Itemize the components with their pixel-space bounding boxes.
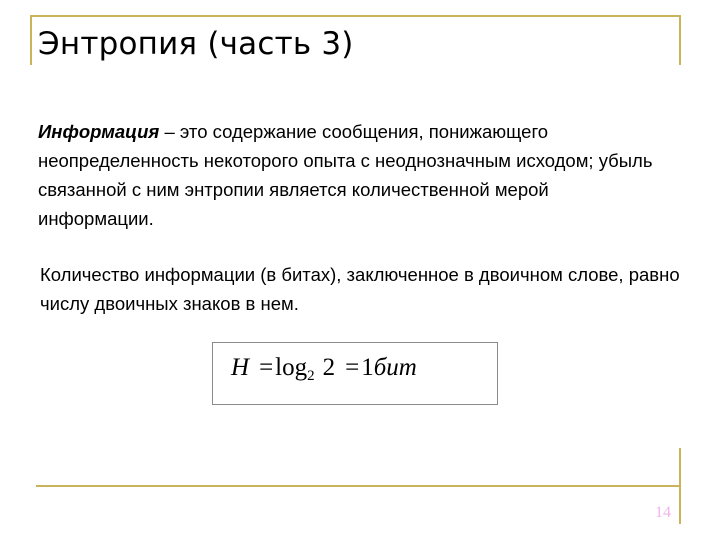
formula-equals-2: = [345,354,360,381]
bottom-rule [36,485,679,487]
formula-value: 1 [361,354,374,381]
definition-text: – это содержание сообщения, понижающего неопределенность некоторого опыта с неоднозначным исходом; убыль связанной с ним энтропии является количественной мерой информации. [38,121,653,229]
top-rule [30,15,680,17]
definition-term: Информация [38,121,160,142]
bottom-right-rule [679,448,681,524]
formula-argument: 2 [322,354,336,381]
definition-paragraph [38,117,668,233]
top-left-rule [30,15,32,65]
page-number: 14 [655,504,671,521]
formula-box [212,342,498,405]
formula-log-base: 2 [307,368,315,384]
formula-unit: бит [373,354,417,381]
formula-log: log [275,354,308,381]
entropy-formula [231,354,417,385]
quantity-paragraph: Количество информации (в битах), заключенное в двоичном слове, равно числу двоичных знаков в нем. [40,264,680,314]
top-right-rule [679,15,681,65]
slide-title: Энтропия (часть 3) [38,26,354,62]
formula-equals: = [259,354,274,381]
formula-lhs: H [231,354,250,381]
